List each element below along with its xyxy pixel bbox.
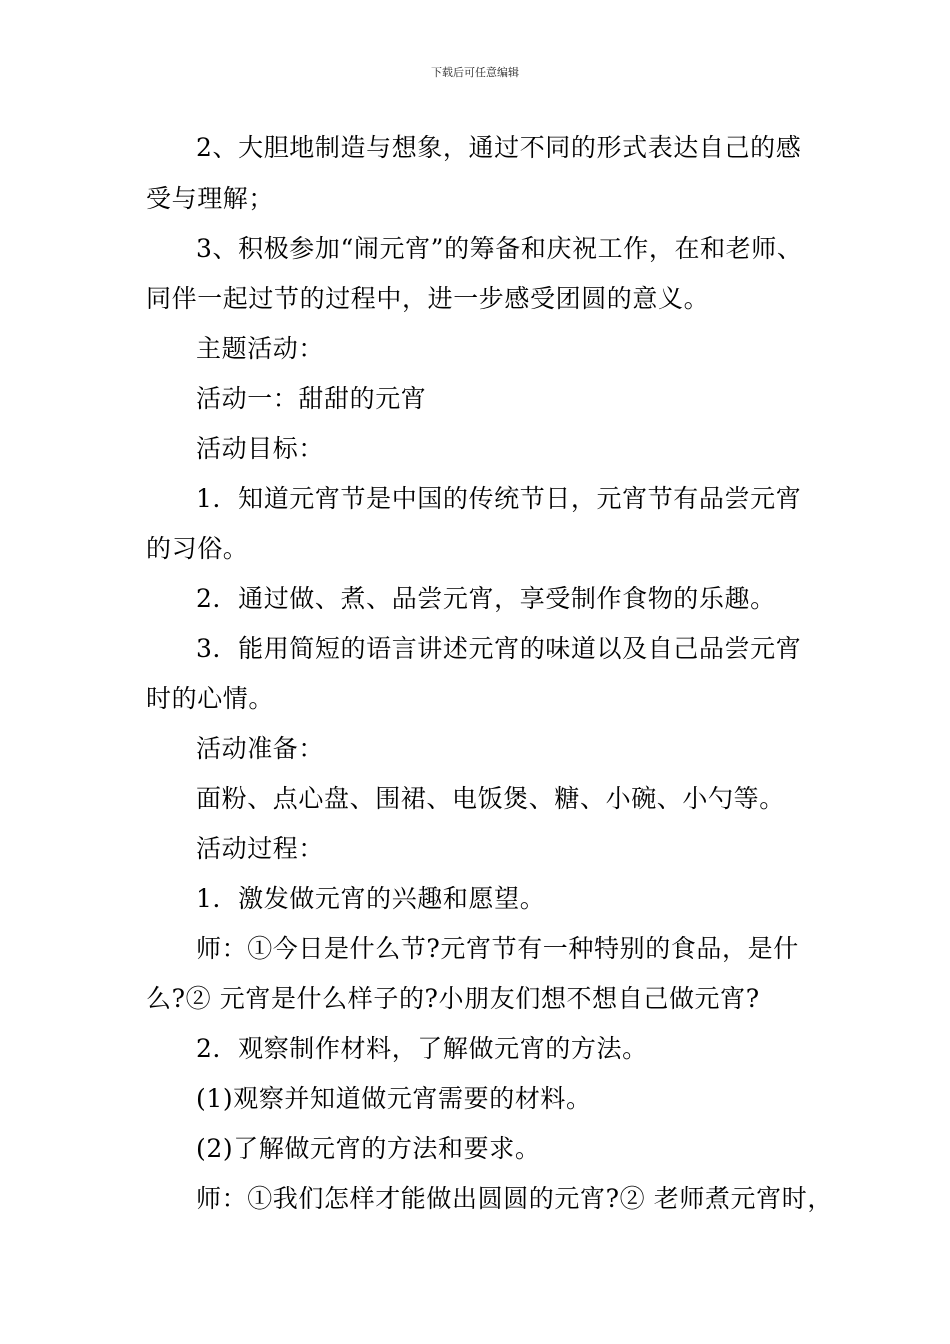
list-item-step-1: 1．激发做元宵的兴趣和愿望。	[196, 884, 546, 913]
section-heading-theme-activity: 主题活动：	[196, 334, 325, 363]
section-heading-process: 活动过程：	[196, 834, 325, 863]
paragraph-line-goal-2: 2、大胆地制造与想象，通过不同的形式表达自己的感	[196, 133, 802, 162]
list-item-goal-3-cont: 时的心情。	[146, 684, 275, 713]
list-item-goal-1-cont: 的习俗。	[146, 534, 249, 563]
list-item-goal-3: 3．能用简短的语言讲述元宵的味道以及自己品尝元宵	[196, 634, 802, 663]
list-item-step-2: 2．观察制作材料，了解做元宵的方法。	[196, 1034, 648, 1063]
list-item-goal-2: 2．通过做、煮、品尝元宵，享受制作食物的乐趣。	[196, 584, 776, 613]
paragraph-teacher-question-1-cont: 么?② 元宵是什么样子的?小朋友们想不想自己做元宵?	[146, 984, 760, 1013]
list-item-substep-1: (1)观察并知道做元宵需要的材料。	[196, 1084, 592, 1113]
page-header-note: 下载后可任意编辑	[431, 66, 519, 79]
list-item-goal-1: 1．知道元宵节是中国的传统节日，元宵节有品尝元宵	[196, 484, 802, 513]
paragraph-line-goal-2-cont: 受与理解；	[146, 184, 275, 213]
paragraph-line-goal-3-cont: 同伴一起过节的过程中，进一步感受团圆的意义。	[146, 284, 710, 313]
paragraph-teacher-question-2: 师：①我们怎样才能做出圆圆的元宵?② 老师煮元宵时，	[196, 1184, 833, 1213]
section-heading-activity-one: 活动一：甜甜的元宵	[196, 384, 427, 413]
paragraph-materials: 面粉、点心盘、围裙、电饭煲、糖、小碗、小勺等。	[196, 784, 785, 813]
list-item-substep-2: (2)了解做元宵的方法和要求。	[196, 1134, 541, 1163]
paragraph-line-goal-3: 3、积极参加“闹元宵”的筹备和庆祝工作，在和老师、	[196, 234, 803, 263]
paragraph-teacher-question-1: 师：①今日是什么节?元宵节有一种特别的食品，是什	[196, 934, 799, 963]
section-heading-activity-goals: 活动目标：	[196, 434, 325, 463]
section-heading-preparation: 活动准备：	[196, 734, 325, 763]
